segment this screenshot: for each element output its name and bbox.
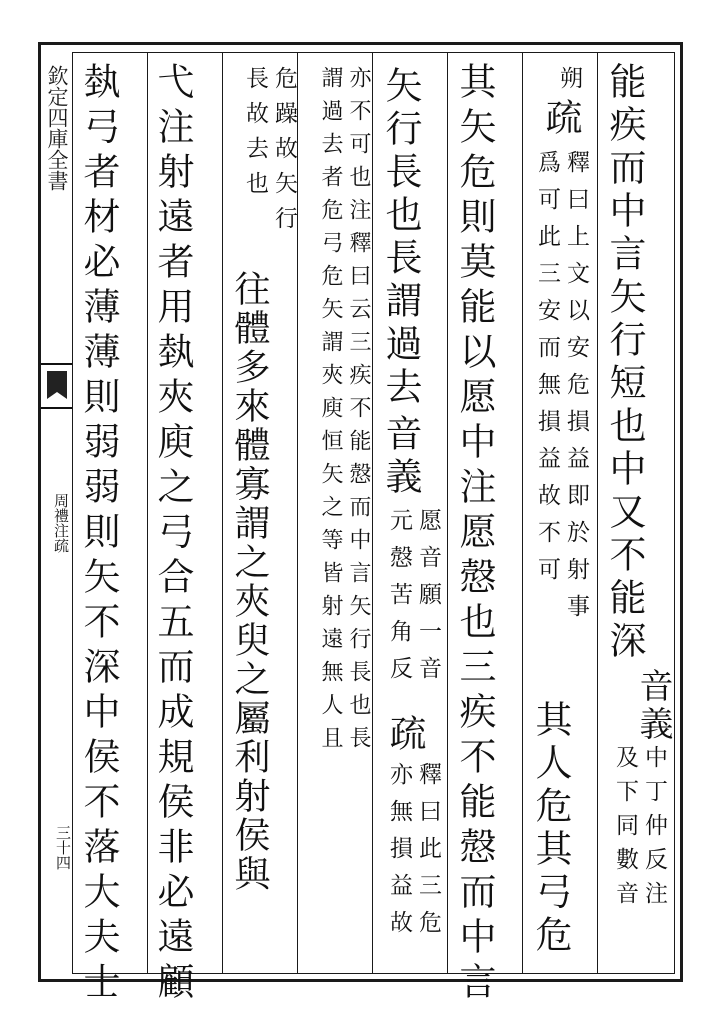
text-column-3 (453, 62, 520, 1007)
annotation-left: 爲可此三安而無損益故不可 (534, 150, 560, 594)
column-5-annotation (300, 66, 370, 759)
annotation-char: 朔 (556, 66, 582, 94)
column-1-annotation (600, 745, 666, 915)
main-text: 弋注射遠者用埶夾庾之弓合五而成規侯非必遠顧 (151, 62, 194, 1007)
shu-marker: 疏 (383, 714, 426, 757)
annotation-left: 元慤苦角反 (386, 508, 412, 693)
page-margin (41, 45, 72, 979)
main-text: 矢行長也長謂過去 (379, 66, 422, 410)
main-text: 能疾而中言矢行短也中又不能深 (603, 62, 646, 664)
column-4-annotation-2 (374, 762, 440, 947)
column-2-annotation (522, 150, 588, 631)
text-column-8 (77, 62, 144, 1007)
text-column-7 (151, 62, 218, 1007)
main-text: 往體多來體寡謂之夾臾之屬利射侯與 (229, 270, 270, 894)
column-4-annotation-1 (374, 508, 440, 693)
column-rule (297, 52, 298, 974)
yinyi-marker: 音義 (379, 414, 422, 500)
column-rule (597, 52, 598, 974)
text-column-6-main (230, 270, 292, 894)
annotation-right: 釋曰此三危 (415, 762, 441, 947)
leaf-number: 三十四 (54, 825, 72, 870)
annotation-left: 謂過去者危弓危矢謂夾庾恒矢之等皆射遠無人且 (318, 66, 343, 759)
yinyi-marker: 音義 (633, 668, 673, 744)
column-6-annotation (226, 66, 296, 241)
collection-title: 欽定四庫全書 (45, 65, 69, 191)
annotation-right: 危躁故矢行 (271, 66, 297, 241)
annotation-right: 釋曰上文以安危損益即於射事 (563, 150, 589, 631)
column-rule (222, 52, 223, 974)
shu-marker: 疏 (539, 98, 582, 141)
annotation-right: 亦不可也注釋曰云三疾不能慤而中言矢行長也長 (346, 66, 371, 759)
annotation-left: 及下同數音 (612, 745, 638, 915)
annotation-left: 亦無損益故 (386, 762, 412, 947)
column-rule (147, 52, 148, 974)
text-column-1-tail (604, 668, 673, 744)
book-title: 周禮注疏 (52, 493, 70, 553)
text-column-2-tail (530, 700, 590, 958)
text-column-4-shu (384, 714, 440, 757)
annotation-right: 中丁仲反注 (641, 745, 667, 915)
annotation-left: 長故去也 (242, 66, 268, 206)
main-text: 其人危其弓危 (529, 700, 572, 958)
text-column-2-head (534, 66, 590, 141)
main-text: 埶弓者材必薄薄則弱弱則矢不深中侯不落大夫士 (77, 62, 120, 1007)
column-rule (372, 52, 373, 974)
column-rule (447, 52, 448, 974)
text-column-4-head (380, 66, 440, 500)
fish-tail-mark-icon (41, 363, 72, 409)
main-text: 其矢危則莫能以愿中注愿慤也三疾不能慤而中言 (453, 62, 496, 1007)
annotation-right: 愿音願一音 (415, 508, 441, 693)
